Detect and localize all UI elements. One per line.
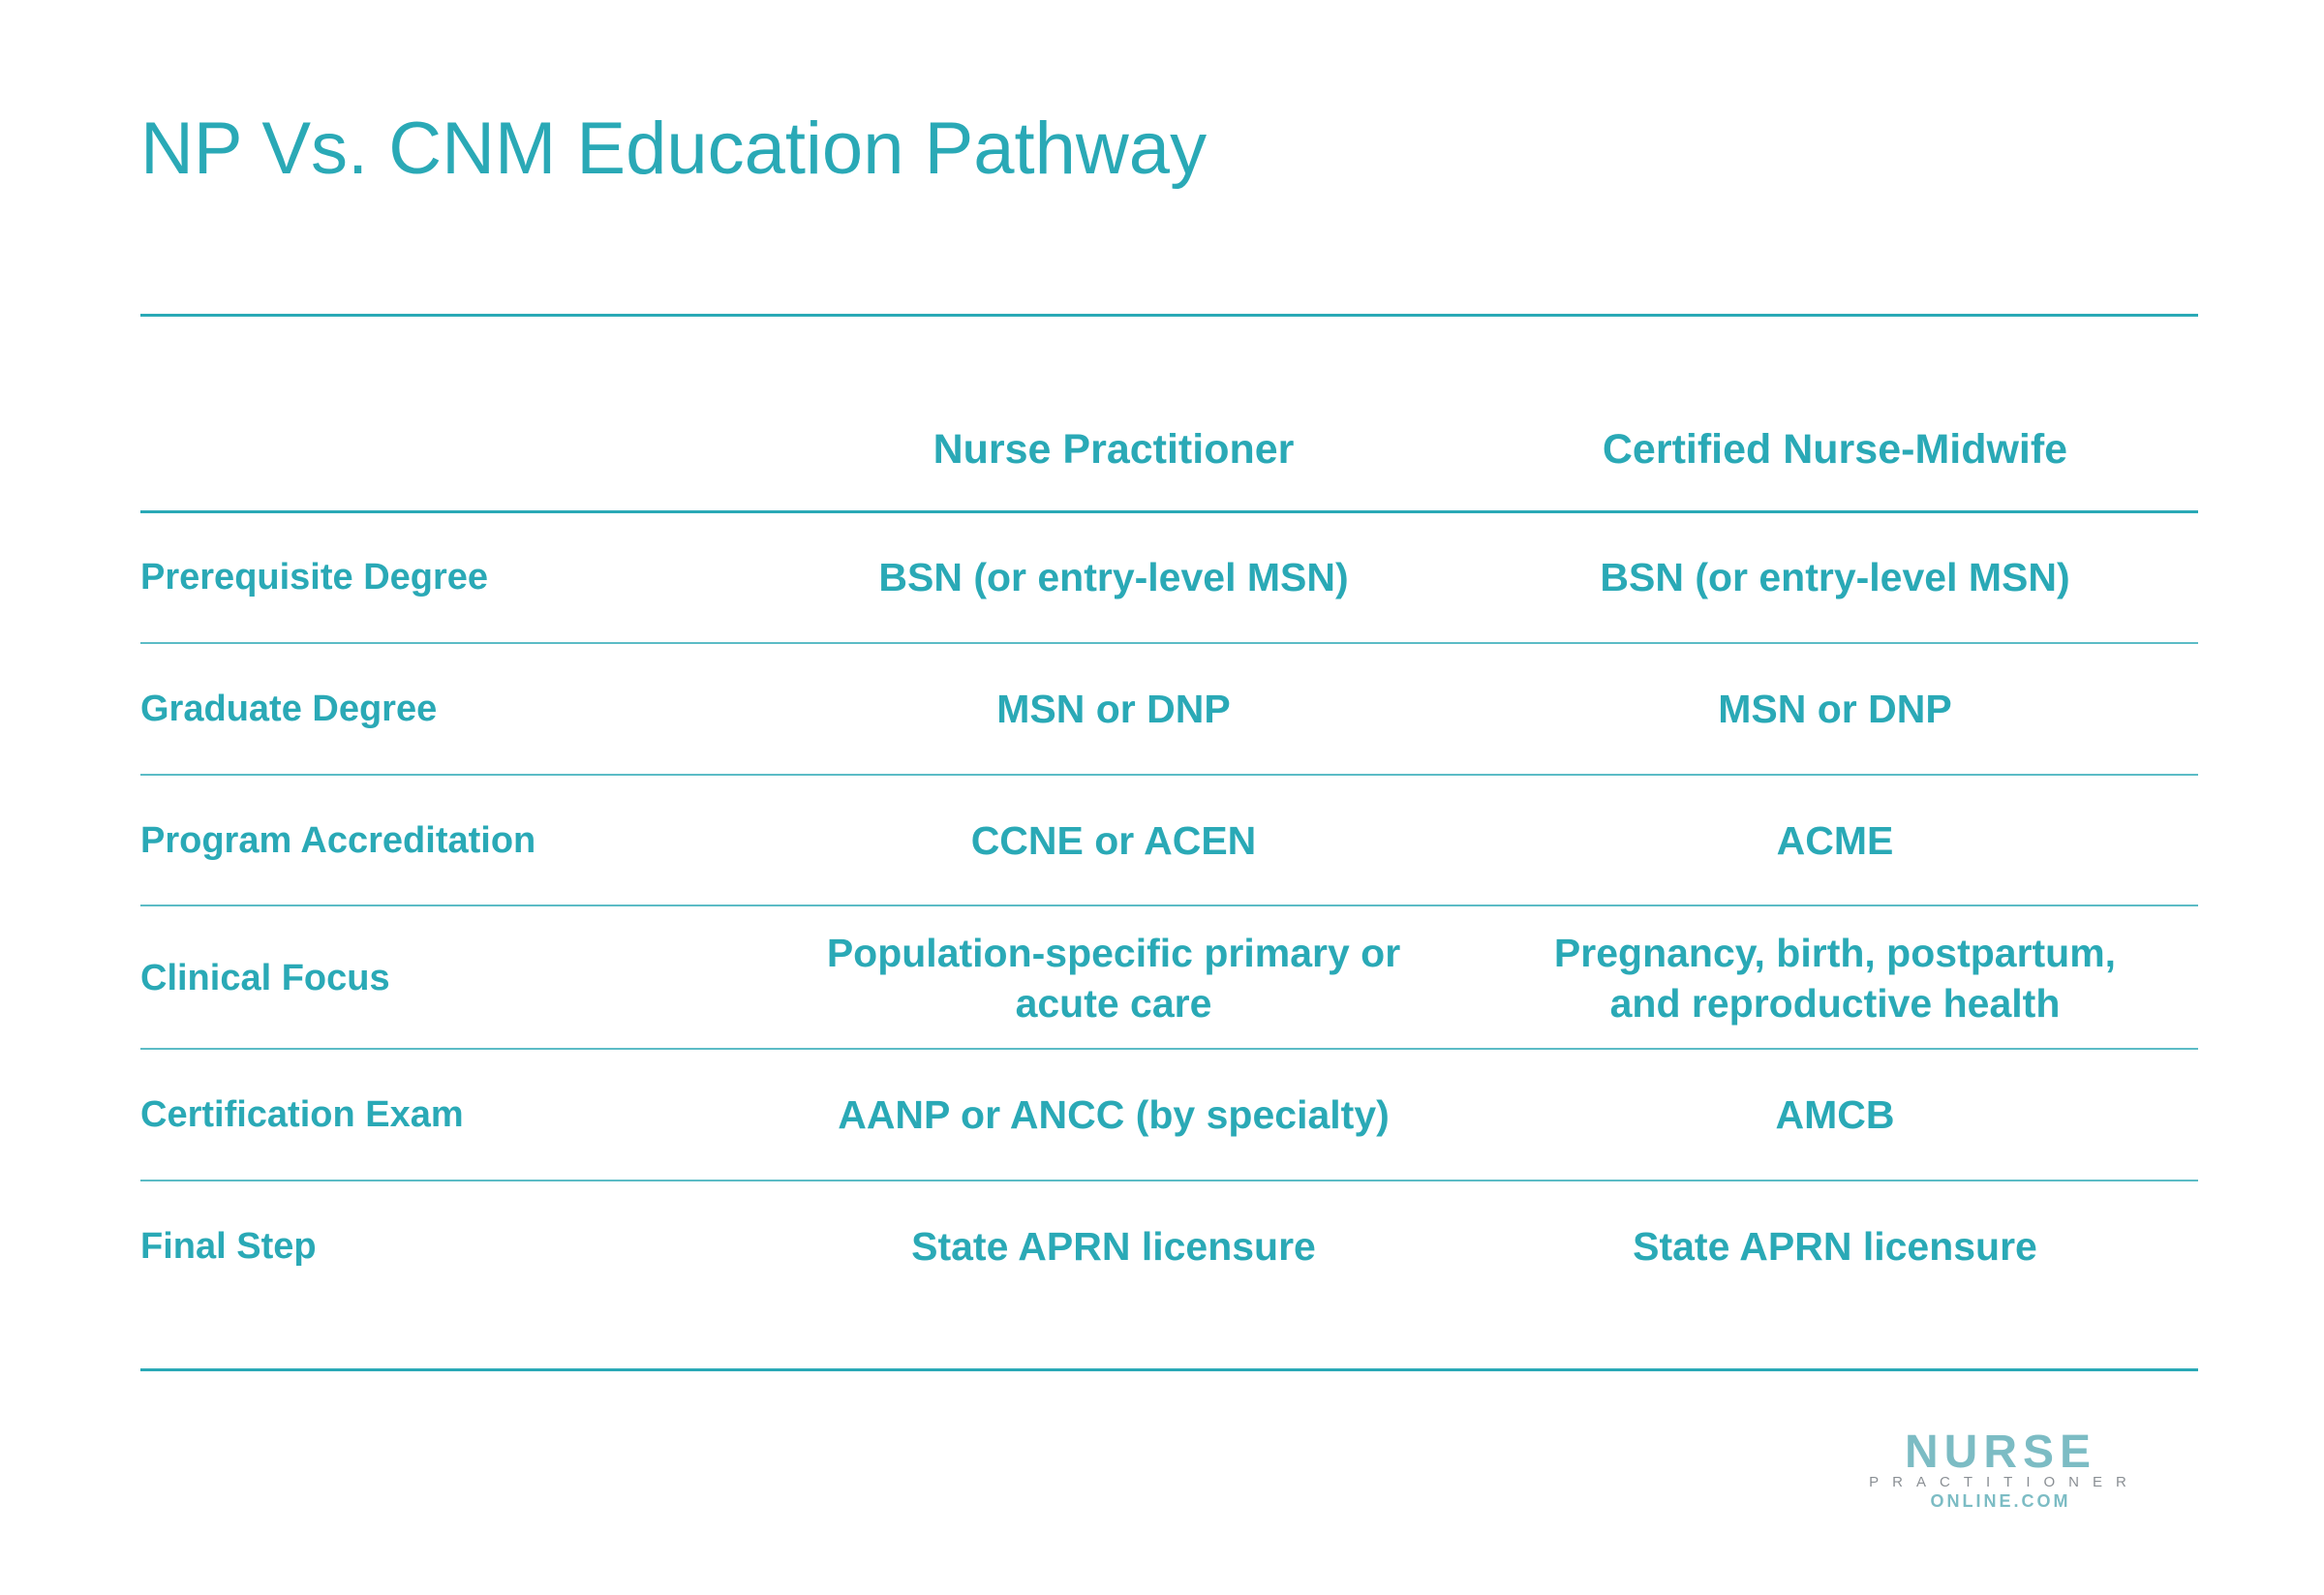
cell-np: State APRN licensure xyxy=(911,1224,1316,1269)
cell-cnm: Pregnancy, birth, postpartum, and reproductive health xyxy=(1553,931,2117,1026)
logo-wordmark: NURSE xyxy=(1904,1426,2097,1478)
cell-cnm: State APRN licensure xyxy=(1633,1224,2037,1269)
cell-cnm: BSN (or entry-level MSN) xyxy=(1600,555,2070,599)
page-title: NP Vs. CNM Education Pathway xyxy=(140,107,1208,190)
row-divider xyxy=(140,642,2198,644)
column-header-np: Nurse Practitioner xyxy=(933,426,1295,473)
row-label: Graduate Degree xyxy=(140,689,438,729)
row-label: Final Step xyxy=(140,1226,317,1267)
cell-cnm: MSN or DNP xyxy=(1718,687,1952,731)
logo-subtitle: PRACTITIONER xyxy=(1869,1474,2140,1490)
row-divider xyxy=(140,1180,2198,1181)
row-label: Clinical Focus xyxy=(140,958,390,998)
row-divider xyxy=(140,774,2198,776)
header-divider xyxy=(140,510,2198,513)
row-label: Prerequisite Degree xyxy=(140,557,489,598)
cell-cnm: ACME xyxy=(1776,818,1894,863)
cell-np: AANP or ANCC (by specialty) xyxy=(838,1092,1390,1137)
column-header-cnm: Certified Nurse-Midwife xyxy=(1602,426,2068,473)
cell-np: BSN (or entry-level MSN) xyxy=(878,555,1349,599)
logo-url: ONLINE.COM xyxy=(1930,1491,2071,1511)
brand-logo xyxy=(1859,1426,2142,1511)
bottom-divider xyxy=(140,1368,2198,1371)
row-label: Certification Exam xyxy=(140,1094,464,1135)
cell-np: MSN or DNP xyxy=(996,687,1231,731)
cell-np: Population-specific primary or acute care xyxy=(826,931,1401,1026)
row-label: Program Accreditation xyxy=(140,820,536,861)
cell-cnm: AMCB xyxy=(1775,1092,1895,1137)
cell-np: CCNE or ACEN xyxy=(970,818,1257,863)
top-divider xyxy=(140,314,2198,317)
row-divider xyxy=(140,905,2198,906)
row-divider xyxy=(140,1048,2198,1050)
